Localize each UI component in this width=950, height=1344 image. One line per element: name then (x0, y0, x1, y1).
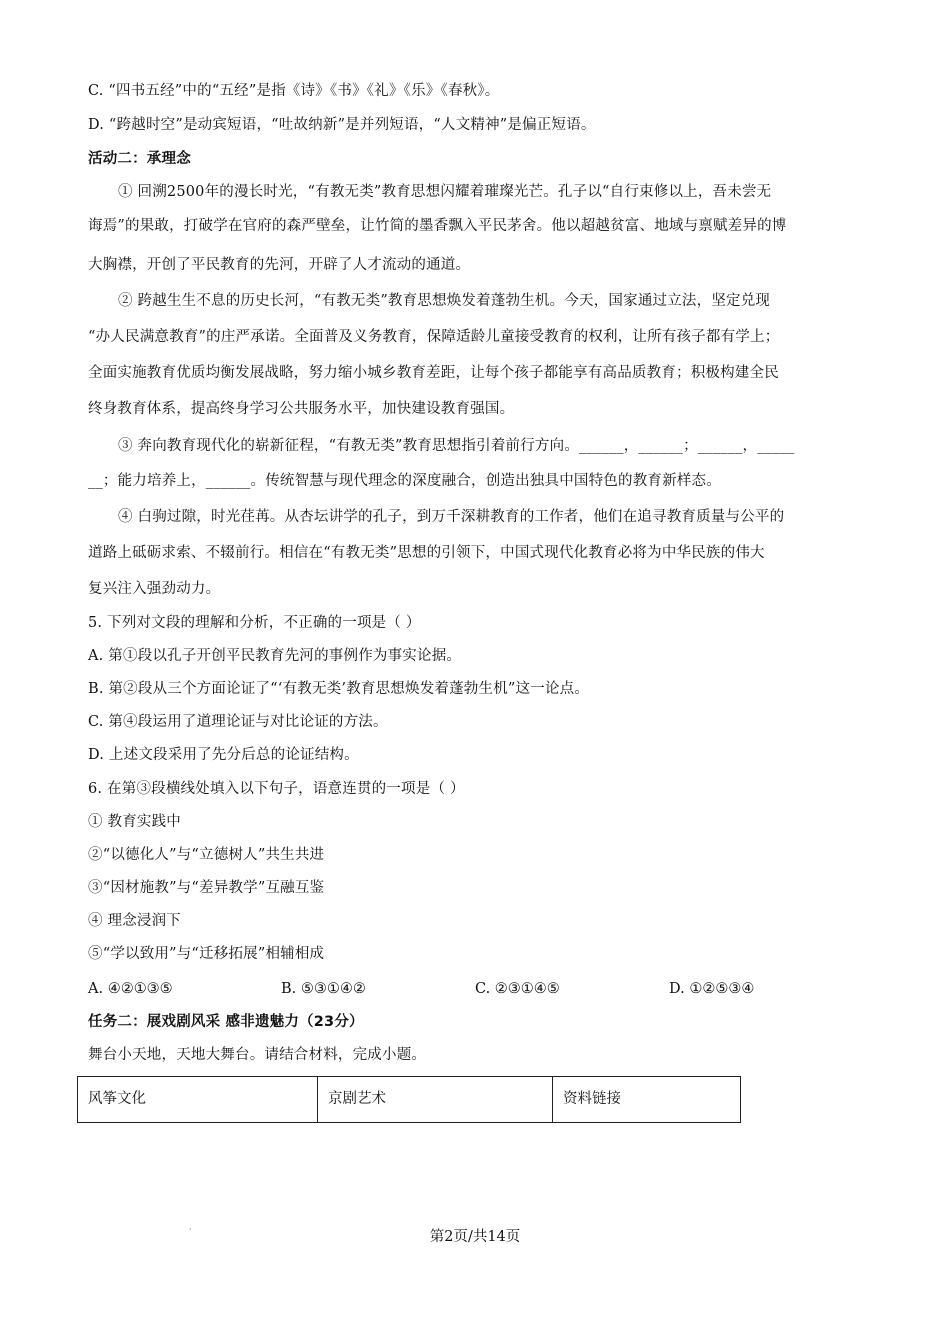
question-6-sentence: ④ 理念浸润下 (88, 913, 182, 929)
paragraph-4-line: 复兴注入强劲动力。 (88, 581, 221, 597)
paragraph-3-line: __；能力培养上，______。传统智慧与现代理念的深度融合，创造出独具中国特色的教育新样态。 (88, 473, 721, 489)
question-6-sentence: ① 教育实践中 (88, 814, 182, 830)
task2-intro: 舞台小天地，天地大舞台。请结合材料，完成小题。 (88, 1047, 427, 1063)
page-number-footer: 第2页/共14页 (429, 1229, 521, 1245)
paragraph-1-line: 大胸襟，开创了平民教育的先河，开辟了人才流动的通道。 (88, 257, 471, 273)
question-6-option-b: B. ⑤③①④② (281, 981, 366, 997)
paragraph-2-line: 全面实施教育优质均衡发展战略，努力缩小城乡教育差距，让每个孩子都能享有高品质教育；积极构建全民 (88, 365, 779, 381)
paragraph-2-line: ② 跨越生生不息的历史长河，“有教无类”教育思想焕发着蓬勃生机。今天，国家通过立法，坚定兑现 (118, 293, 771, 309)
question-6-sentence: ⑤“学以致用”与“迁移拓展”相辅相成 (88, 946, 325, 962)
question-5-option-c: C. 第④段运用了道理论证与对比论证的方法。 (88, 714, 388, 730)
paragraph-3-line: ③ 奔向教育现代化的崭新征程，“有教无类”教育思想指引着前行方向。______，______；______，_____ (118, 438, 795, 454)
question-6-option-d: D. ①②⑤③④ (669, 981, 755, 997)
decorative-dot: · (189, 1225, 192, 1234)
question-6-option-a: A. ④②①③⑤ (88, 981, 173, 997)
q4-option-d: D. “跨越时空”是动宾短语，“吐故纳新”是并列短语，“人文精神”是偏正短语。 (88, 117, 596, 133)
question-6-sentence: ②“以德化人”与“立德树人”共生共进 (88, 847, 325, 863)
paragraph-1-line: ① 回溯2500年的漫长时光，“有教无类”教育思想闪耀着璀璨光芒。孔子以“自行束修以上，吾未尝无 (118, 184, 772, 200)
table-cell-kite-culture: 风筝文化 (78, 1077, 318, 1123)
paragraph-2-line: “办人民满意教育”的庄严承诺。全面普及义务教育，保障适龄儿童接受教育的权利，让所有孩子都有学上； (88, 329, 780, 345)
paragraph-1-line: 诲焉”的果敢，打破学在官府的森严壁垒，让竹简的墨香飘入平民茅舍。他以超越贫富、地域与禀赋差异的博 (88, 218, 787, 234)
paragraph-4-line: 道路上砥砺求索、不辍前行。相信在“有教无类”思想的引领下，中国式现代化教育必将为中华民族的伟大 (88, 545, 765, 561)
question-6-option-c: C. ②③①④⑤ (475, 981, 560, 997)
task2-heading: 任务二：展戏剧风采 感非遗魅力（23分） (88, 1014, 364, 1030)
q4-option-c: C. “四书五经”中的“五经”是指《诗》《书》《礼》《乐》《春秋》。 (88, 83, 500, 99)
question-6-sentence: ③“因材施教”与“差异教学”互融互鉴 (88, 880, 325, 896)
question-5-option-a: A. 第①段以孔子开创平民教育先河的事例作为事实论据。 (88, 648, 462, 664)
question-5-option-b: B. 第②段从三个方面论证了“‘有教无类’教育思想焕发着蓬勃生机”这一论点。 (88, 681, 590, 697)
question-5-stem: 5. 下列对文段的理解和分析，不正确的一项是（ ） (88, 615, 421, 631)
table-row (78, 1077, 741, 1123)
paragraph-4-line: ④ 白驹过隙，时光荏苒。从杏坛讲学的孔子，到万千深耕教育的工作者，他们在追寻教育质量与公平的 (118, 509, 785, 525)
question-5-option-d: D. 上述文段采用了先分后总的论证结构。 (88, 747, 359, 763)
activity2-heading: 活动二：承理念 (88, 151, 191, 167)
table-cell-resource-links: 资料链接 (553, 1077, 741, 1123)
table-cell-peking-opera: 京剧艺术 (318, 1077, 553, 1123)
paragraph-2-line: 终身教育体系，提高终身学习公共服务水平，加快建设教育强国。 (88, 401, 515, 417)
materials-table (77, 1076, 741, 1123)
question-6-stem: 6. 在第③段横线处填入以下句子，语意连贯的一项是（ ） (88, 781, 465, 797)
